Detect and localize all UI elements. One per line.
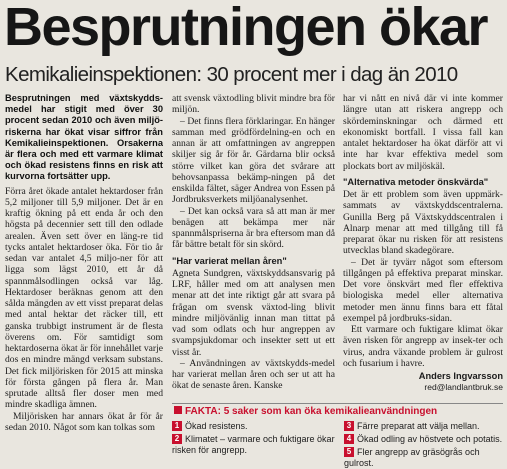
body-paragraph: Agneta Sundgren, växtskyddsansvarig på LRF, håller med om att analysen men menar att det inte riktigt går att svara på frågan om svensk växtod-ling blivit mindre miljövänlig innan man tittat på vad som odlats och hur angreppen av svampsjukdomar och insekter sett ut ett visst år.	[172, 267, 335, 358]
fact-text: Klimatet – varmare och fuktigare ökar risken för angrepp.	[172, 434, 335, 455]
fact-item	[344, 447, 504, 469]
headline: Besprutningen ökar	[4, 0, 488, 57]
body-paragraph: – Användningen av växtskydds-medel har varierat mellan åren och ser ut att ha ökat de senaste åren. Kanske	[172, 357, 335, 392]
body-paragraph: Ett varmare och fuktigare klimat ökar även risken för angrepp av insek-ter och virus, andra växande problem är gulrost och fusarium i havre.	[343, 324, 503, 369]
column-1	[5, 93, 163, 462]
fact-box	[172, 403, 503, 468]
fact-item	[172, 421, 337, 432]
fact-number: 4	[344, 434, 354, 444]
body-paragraph: – Det finns flera förklaringar. En hänger samman med grödfördelning-en och en annan är att omfattningen av angreppen skiljer sig år för år. Gärdarna blir också större vilket kan göra det svårare att behovsanpassa bekämp-ningen på det enskilda fältet, säger Andrea von Essen på Jordbruksverkets miljöanalysenhet.	[172, 115, 335, 206]
body-paragraph: Förra året ökade antalet hektardoser från 5,2 miljoner till 5,9 miljoner. Det är en kraftig ökning på ett enda år och den högsta på decennier sett till den odlade arealen. Även sett över en läng-re tid tycks antalet hektardoser öka. För tio år sedan var antalet 4,5 miljo-ner för att ligga som lägst 2010, ett år då spannmålsodlingen också var låg. Hektardoser beräknas genom att den sålda mängden av ett visst preparat delas med antal hektar det räcker till, ett ganska trubbigt instrument är de flesta överens om. För samtidigt som hektardoserna ökat är för innehållet varje dos en mindre mängd verksam substans. Det fick miljörisken för 2015 att minska för första gången på flera år. Man sprutade alltså fler doser men med mindre skadliga ämnen.	[5, 185, 163, 411]
author-email: red@landlantbruk.se	[424, 382, 503, 393]
column-3	[343, 93, 503, 399]
fact-item	[344, 434, 504, 445]
fact-text: Fler angrepp av gräsögrås och gulrost.	[344, 447, 480, 468]
square-icon	[174, 406, 182, 414]
body-paragraph: Miljörisken har annars ökat år för år sedan 2010. Något som kan tolkas som	[5, 410, 163, 433]
section-subheading: "Alternativa metoder önskvärda"	[343, 176, 489, 187]
body-paragraph: har vi nått en nivå där vi inte kommer längre utan att riskera angrepp och skördeminskningar och därmed ett ekonomiskt bortfall. I vissa fall kan antalet hektardoser ha ökat därför att vi inte har kvar effektiva medel som plockats bort av miljöskäl.	[343, 93, 503, 172]
fact-box-title: FAKTA: 5 saker som kan öka kemikalieanvändningen	[172, 403, 503, 419]
fact-text: Ökad resistens.	[185, 421, 248, 431]
body-paragraph: Det är ett problem som även uppmärk-sammats av växtskyddscentralerna. Gunilla Berg på Växtskyddscentralen i Alnarp menar att med tillgång till få preparat ökar nu risken för att resistens utvecklas bland skadegörare.	[343, 189, 503, 257]
fact-text: Ökad odling av höstvete och potatis.	[357, 434, 503, 444]
body-paragraph: att svensk växtodling blivit mindre bra för miljön.	[172, 93, 335, 116]
subheadline: Kemikalieinspektionen: 30 procent mer i dag än 2010	[5, 63, 458, 86]
byline: Anders Ingvarsson	[418, 371, 503, 381]
lead-paragraph: Besprutningen med växtskydds-medel har stigit med över 30 procent sedan 2010 och även miljö-riskerna har ökat visar siffror från Kemikalieinspektionen. Orsakerna är flera och med ett varmare klimat och ökad resistens finns en risk att kurvorna fortsätter upp.	[5, 93, 163, 182]
fact-number: 3	[344, 421, 354, 431]
fact-text: Färre preparat att välja mellan.	[357, 421, 480, 431]
fact-item	[344, 421, 504, 432]
section-subheading: "Har varierat mellan åren"	[172, 255, 287, 266]
fact-number: 1	[172, 421, 182, 431]
fact-number: 2	[172, 434, 182, 444]
column-2	[172, 93, 335, 399]
fact-number: 5	[344, 447, 354, 457]
fact-item	[172, 434, 340, 456]
body-paragraph: – Det är tyvärr något som eftersom tillgången på effektiva preparat minskar. Det vore önskvärt med fler effektiva biologiska medel eller alternativa metoder men ännu finns bara ett fåtal exempel på jordbruks-sidan.	[343, 256, 503, 324]
body-paragraph: – Det kan också vara så att man är mer benägen att bekämpa mer när spannmålspriserna är bra eftersom man då får bättre betalt för sin skörd.	[172, 205, 335, 251]
